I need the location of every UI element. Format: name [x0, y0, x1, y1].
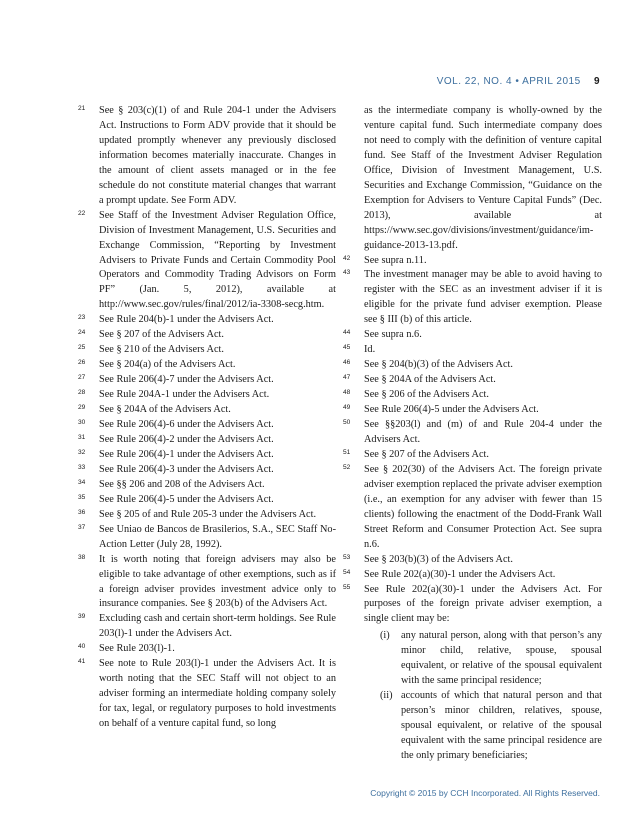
footnote-text: See § 203(b)(3) of the Advisers Act. [364, 553, 513, 565]
footnote [78, 657, 336, 732]
footnote [343, 583, 602, 764]
footnote-number: 45 [343, 344, 351, 352]
list-item [364, 629, 602, 689]
footnote-number: 43 [343, 269, 351, 277]
footnote-number: 30 [78, 419, 86, 427]
footnote-number: 29 [78, 404, 86, 412]
footnote-number: 34 [78, 478, 86, 486]
footnote-number: 28 [78, 389, 86, 397]
footnote-number: 33 [78, 463, 86, 471]
footnote-number: 49 [343, 404, 351, 412]
footnote-text: See Rule 203(l)-1. [99, 643, 175, 655]
footnote-number: 40 [78, 643, 86, 651]
footnote-text: It is worth noting that foreign advisers may also be eligible to take advantage of other exemptions, such as if a foreign adviser provides investment advice only to insurance companies. See § 203(b) of the Advisers Act. [99, 553, 336, 610]
footnote-text: See Staff of the Investment Adviser Regulation Office, Division of Investment Management, U.S. Securities and Exchange Commission, “Reporting by Investment Advisers to Private Funds and Certain Commodity Pool Operators and Commodity Trading Advisors on Form PF” (Jan. 5, 2012), available at http://www.sec.gov/rules/final/2012/ia-3308-secg.htm. [99, 209, 336, 311]
footnote-number: 36 [78, 508, 86, 516]
footnote-text: See supra n.11. [364, 254, 427, 266]
footnote-text: See § 207 of the Advisers Act. [99, 329, 224, 341]
footnote-number: 21 [78, 105, 86, 112]
footnote [343, 268, 602, 328]
footnote-number: 41 [78, 658, 86, 666]
footnote [78, 328, 336, 343]
footnote [343, 568, 602, 583]
footnote [78, 448, 336, 463]
footnote-text: See Rule 206(4)-1 under the Advisers Act. [99, 448, 274, 460]
footnote [78, 463, 336, 478]
footnote [78, 553, 336, 613]
footnote-text: See § 207 of the Advisers Act. [364, 448, 489, 460]
list-item-text: accounts of which that natural person and that person’s minor children, relatives, spouse, spousal equivalent, or relative of the spousal equivalent with the same principal residence are the only primary beneficiaries; [401, 690, 602, 761]
right-column [343, 104, 602, 764]
footnote-number: 32 [78, 448, 86, 456]
footnote-text: See §§ 206 and 208 of the Advisers Act. [99, 478, 265, 490]
footnote-number: 27 [78, 374, 86, 382]
footnote [78, 104, 336, 209]
footnote-text: See Rule 206(4)-6 under the Advisers Act. [99, 419, 274, 431]
copyright-footer: Copyright © 2015 by CCH Incorporated. All Rights Reserved. [370, 788, 600, 798]
footnote-number: 26 [78, 359, 86, 367]
footnote [343, 388, 602, 403]
list-item-label: (i) [380, 630, 390, 642]
footnote [343, 448, 602, 463]
footnote [78, 523, 336, 553]
page-header [437, 76, 600, 87]
footnote-text: See § 204A of the Advisers Act. [364, 374, 496, 386]
footnote-text: See Rule 202(a)(30)-1 under the Advisers Act. [364, 568, 556, 580]
footnote-text: See Rule 204(b)-1 under the Advisers Act. [99, 314, 274, 326]
footnote [78, 403, 336, 418]
footnote-number: 55 [343, 583, 351, 591]
left-column [78, 104, 336, 732]
footnote [78, 493, 336, 508]
list-item [364, 689, 602, 764]
footnote-text: See § 202(30) of the Advisers Act. The foreign private adviser exemption replaced the private adviser exemption (i.e., an exemption for any adviser with fewer than 15 clients) following the enactment of the Dodd-Frank Wall Street Reform and Consumer Protection Act. See supra n.6. [364, 463, 602, 550]
footnote-number: 50 [343, 419, 351, 427]
list-item-label: (ii) [380, 690, 393, 702]
footnote-number: 37 [78, 523, 86, 531]
footnote-text: See Rule 204A-1 under the Advisers Act. [99, 389, 270, 401]
footnote-number: 39 [78, 613, 86, 621]
footnote [343, 403, 602, 418]
client-definition-list [364, 629, 602, 764]
footnote [78, 642, 336, 657]
footnote [78, 508, 336, 523]
footnote-text: as the intermediate company is wholly-owned by the venture capital fund. Such intermediate company does not need to comply with the definition of venture capital fund. See Staff of the Investment Adviser Regulation Office, Division of Investment Management, U.S. Securities and Exchange Commission, “Guidance on the Exemption for Advisers to Venture Capital Funds” (Dec. 2013), available at https://www.sec.gov/divisions/investment/guidance/im-guidance-2013-13.pdf. [364, 105, 602, 251]
footnote-number: 51 [343, 448, 351, 456]
footnote-text: See § 204A of the Advisers Act. [99, 404, 231, 416]
footnote-text: Excluding cash and certain short-term holdings. See Rule 203(l)-1 under the Advisers Act. [99, 613, 336, 640]
footnote-number: 24 [78, 329, 86, 337]
footnote-text: See § 210 of the Advisers Act. [99, 344, 224, 356]
footnote [343, 418, 602, 448]
footnote-number: 53 [343, 553, 351, 561]
footnote-text: See Rule 206(4)-2 under the Advisers Act. [99, 433, 274, 445]
footnote-text: See § 204(a) of the Advisers Act. [99, 359, 236, 371]
footnote-text: See supra n.6. [364, 329, 422, 341]
footnote-text: The investment manager may be able to avoid having to register with the SEC as an investment adviser if it is eligible for the private fund adviser exemption. Please see § III (b) of this article. [364, 269, 602, 326]
footnote [343, 343, 602, 358]
footnote-continuation [343, 104, 602, 254]
footnote-number: 44 [343, 329, 351, 337]
issue-label: VOL. 22, NO. 4 • APRIL 2015 [436, 76, 581, 87]
footnote [343, 328, 602, 343]
page-number: 9 [593, 76, 600, 87]
footnote-number: 38 [78, 553, 86, 561]
footnote-number: 35 [78, 493, 86, 501]
footnote [343, 463, 602, 553]
footnote [78, 358, 336, 373]
footnote [343, 254, 602, 269]
footnote [343, 553, 602, 568]
footnote-text: See § 203(c)(1) of and Rule 204-1 under the Advisers Act. Instructions to Form ADV provide that it should be updated promptly whenever any previously disclosed information becomes materially inaccurate. Changes in the amount of client assets managed or in the fee schedule do not constitute material changes that warrant a prompt update. See Form ADV. [99, 105, 336, 206]
footnote-number: 52 [343, 463, 351, 471]
footnote [78, 478, 336, 493]
footnote [343, 373, 602, 388]
footnote-text: See Rule 202(a)(30)-1 under the Advisers Act. For purposes of the foreign private adviser exemption, a single client may be: [364, 583, 602, 625]
footnote-text: See §§203(l) and (m) of and Rule 204-4 under the Advisers Act. [364, 419, 602, 445]
footnote-text: See § 205 of and Rule 205-3 under the Advisers Act. [99, 508, 317, 520]
footnote [78, 313, 336, 328]
footnote-number: 46 [343, 359, 351, 367]
list-item-text: any natural person, along with that person’s any minor child, relative, spouse, spousal equivalent, or relative of the spousal equivalent with the same principal residence; [401, 630, 602, 687]
footnote [78, 209, 336, 314]
footnote [78, 373, 336, 388]
footnote-number: 47 [343, 374, 351, 382]
footnote-text: Id. [364, 344, 376, 356]
footnote [78, 612, 336, 642]
footnote-number: 54 [343, 568, 351, 576]
footnote-number: 22 [78, 209, 86, 217]
footnote [343, 358, 602, 373]
footnote-text: See Rule 206(4)-5 under the Advisers Act. [99, 493, 274, 505]
footnote-number: 48 [343, 389, 351, 397]
footnote-text: See Rule 206(4)-3 under the Advisers Act. [99, 463, 274, 475]
footnote-number: 42 [343, 254, 351, 262]
footnote [78, 388, 336, 403]
footnote-text: See Rule 206(4)-5 under the Advisers Act. [364, 404, 539, 416]
footnote-text: See Rule 206(4)-7 under the Advisers Act. [99, 374, 274, 386]
footnote-text: See Uniao de Bancos de Brasilerios, S.A., SEC Staff No-Action Letter (July 28, 1992). [99, 523, 336, 550]
footnote [78, 418, 336, 433]
footnote-number: 25 [78, 344, 86, 352]
footnote [78, 343, 336, 358]
footnote-text: See § 204(b)(3) of the Advisers Act. [364, 359, 513, 371]
footnote-text: See § 206 of the Advisers Act. [364, 389, 489, 401]
footnote [78, 433, 336, 448]
footnote-text: See note to Rule 203(l)-1 under the Advisers Act. It is worth noting that the SEC Staff will not object to an adviser forming an intermediate holding company solely for tax, legal, or regulatory purposes to hold investments on behalf of a venture capital fund, so long [99, 658, 336, 730]
footnote-number: 31 [78, 433, 86, 441]
footnote-number: 23 [78, 314, 86, 322]
